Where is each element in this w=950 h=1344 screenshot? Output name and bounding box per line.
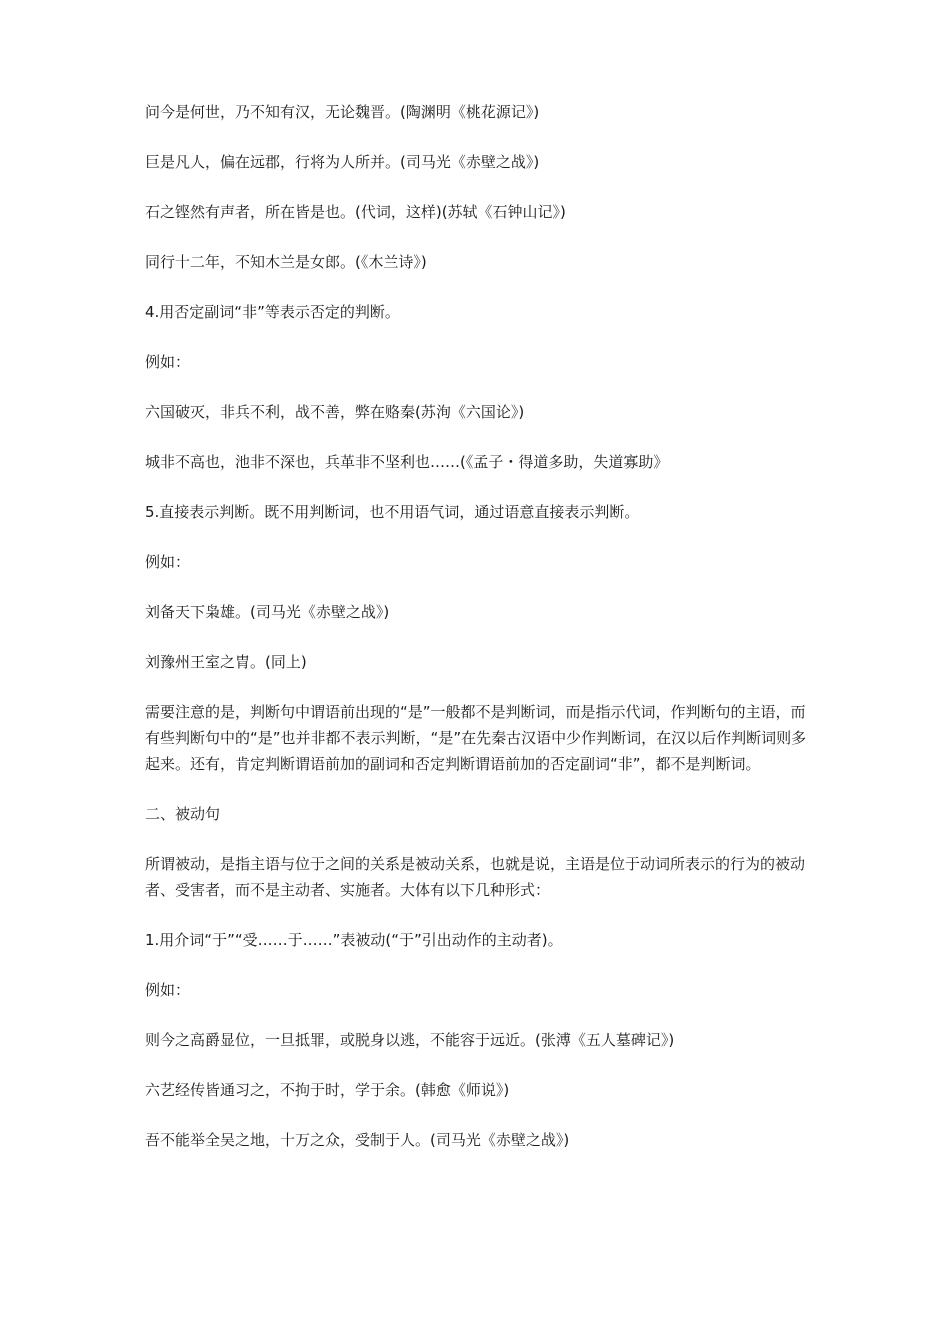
- example-label: 例如：: [145, 553, 191, 571]
- definition-paragraph: 所谓被动，是指主语与位于之间的关系是被动关系，也就是说，主语是位于动词所表示的行为的被动者、受害者，而不是主动者、实施者。大体有以下几种形式：: [145, 855, 806, 899]
- paragraph: 刘豫州王室之胄。(同上): [145, 653, 307, 671]
- section-item-heading: 5.直接表示判断。既不用判断词，也不用语气词，通过语意直接表示判断。: [145, 503, 640, 521]
- section-heading: 二、被动句: [145, 805, 221, 823]
- paragraph: 问今是何世，乃不知有汉，无论魏晋。(陶渊明《桃花源记》): [145, 103, 540, 121]
- section-item-heading: 1.用介词“于”“受……于……”表被动(“于”引出动作的主动者)。: [145, 931, 563, 949]
- paragraph: 刘备天下枭雄。(司马光《赤壁之战》): [145, 603, 390, 621]
- paragraph: 吾不能举全吴之地，十万之众，受制于人。(司马光《赤壁之战》): [145, 1131, 570, 1149]
- section-item-heading: 4.用否定副词“非”等表示否定的判断。: [145, 303, 400, 321]
- paragraph: 六艺经传皆通习之，不拘于时，学于余。(韩愈《师说》): [145, 1081, 510, 1099]
- paragraph: 石之铿然有声者，所在皆是也。(代词，这样)(苏轼《石钟山记》): [145, 203, 566, 221]
- paragraph: 六国破灭，非兵不利，战不善，弊在赂秦(苏洵《六国论》): [145, 403, 525, 421]
- note-paragraph: 需要注意的是，判断句中谓语前出现的“是”一般都不是判断词，而是指示代词，作判断句的主语，而有些判断句中的“是”也并非都不表示判断，“是”在先秦古汉语中少作判断词，在汉以后作判断词则多起来。还有，肯定判断谓语前加的副词和否定判断谓语前加的否定副词“非”，都不是判断词。: [145, 703, 807, 773]
- example-label: 例如：: [145, 353, 191, 371]
- document-page: [145, 99, 815, 1177]
- example-label: 例如：: [145, 981, 191, 999]
- paragraph: 则今之高爵显位，一旦抵罪，或脱身以逃，不能容于远近。(张溥《五人墓碑记》): [145, 1031, 675, 1049]
- paragraph: 城非不高也，池非不深也，兵革非不坚利也……(《孟子・得道多助，失道寡助》: [145, 453, 669, 471]
- paragraph: 巨是凡人，偏在远郡，行将为人所并。(司马光《赤壁之战》): [145, 153, 540, 171]
- paragraph: 同行十二年，不知木兰是女郎。(《木兰诗》): [145, 253, 427, 271]
